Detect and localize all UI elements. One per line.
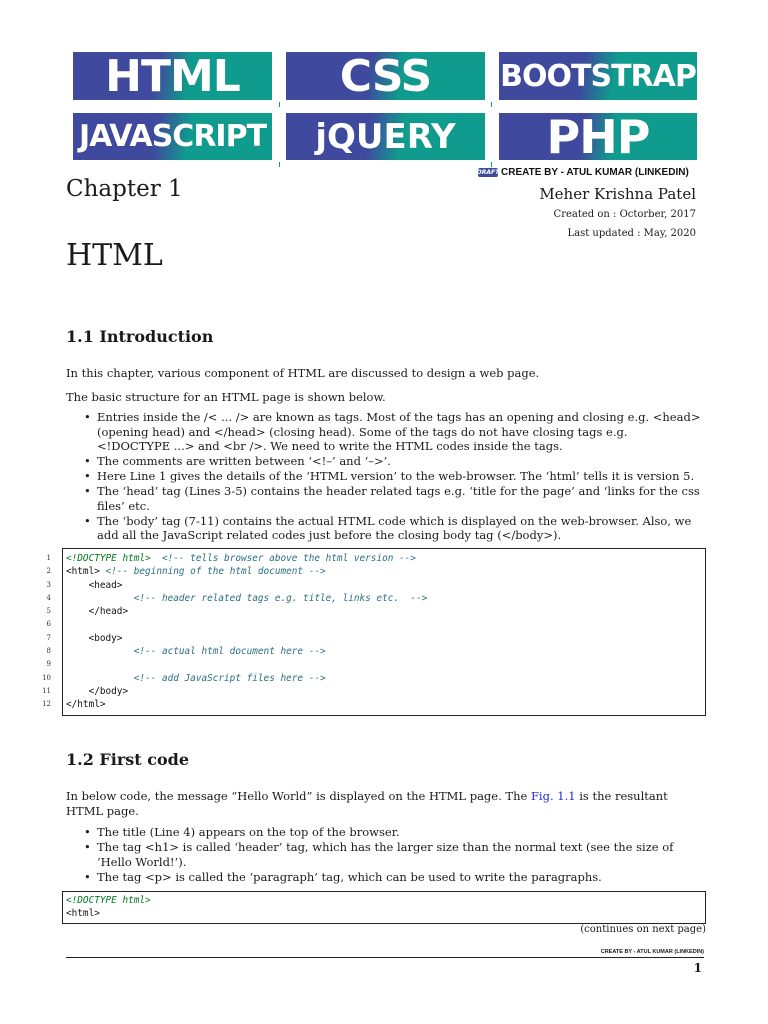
- list-item: • The comments are written between ‘<!–’ and ‘–>’.: [97, 454, 704, 469]
- list-item: • The ‘body’ tag (7-11) contains the actual HTML code which is displayed on the web-browser. Also, we add all the JavaScript related codes just before the closing body tag (</body>).: [97, 514, 704, 543]
- line-number: 3: [46, 580, 51, 589]
- line-number: 2: [46, 567, 51, 576]
- line-number: 1: [46, 554, 51, 562]
- code-line: [63, 907, 705, 920]
- code-indent: [66, 673, 134, 684]
- section-heading-introduction: 1.1 Introduction: [66, 327, 214, 346]
- create-by-credit: CREATE BY - ATUL KUMAR (LINKEDIN): [501, 167, 689, 178]
- code-tag: <html>: [66, 908, 100, 920]
- continues-note: (continues on next page): [580, 924, 706, 935]
- chapter-title: HTML: [66, 238, 163, 273]
- banner-tick: [279, 102, 280, 107]
- figure-link[interactable]: Fig. 1.1: [530, 789, 576, 803]
- footer-create-by: CREATE BY - ATUL KUMAR (LINKEDIN): [600, 949, 704, 955]
- code-line: [46, 605, 705, 618]
- updated-date: Last updated : May, 2020: [567, 228, 696, 239]
- banner-tick: [491, 102, 492, 107]
- line-number: 10: [42, 673, 51, 682]
- banner-tick: [279, 162, 280, 167]
- code-indent: [66, 633, 89, 644]
- paragraph-text: is the resultant HTML page.: [66, 789, 668, 818]
- code-indent: [66, 606, 89, 617]
- code-line: [46, 618, 705, 631]
- list-item: • Here Line 1 gives the details of the ‘HTML version’ to the web-browser. The ‘html’ tells it is version 5.: [97, 469, 704, 484]
- line-number: 5: [46, 607, 51, 616]
- line-number: 11: [42, 686, 51, 695]
- code-comment: <!-- beginning of the html document -->: [99, 566, 326, 578]
- author-name: Meher Krishna Patel: [539, 185, 696, 203]
- chapter-label: Chapter 1: [66, 176, 183, 202]
- banner-tick: [491, 162, 492, 167]
- code-indent: [66, 646, 134, 657]
- code-tag: <html>: [66, 566, 100, 578]
- code-tag: <body>: [88, 632, 123, 644]
- code-comment: <!-- add JavaScript files here -->: [133, 672, 326, 684]
- created-date: Created on : Octorber, 2017: [553, 209, 696, 220]
- code-line: [42, 685, 705, 698]
- line-number: 4: [46, 593, 51, 602]
- intro-paragraph: In this chapter, various component of HTML are discussed to design a web page.: [66, 366, 540, 380]
- code-tag: <head>: [88, 579, 123, 591]
- section-heading-first-code: 1.2 First code: [66, 750, 190, 769]
- banner-jquery: jQUERY: [286, 113, 485, 160]
- line-number: 7: [46, 633, 51, 642]
- code-line: [46, 645, 705, 658]
- code-indent: [66, 593, 134, 604]
- banner-html: HTML: [73, 52, 272, 100]
- code-listing-first-code: [62, 891, 706, 924]
- footer-rule: [66, 957, 704, 958]
- list-item: • The tag <p> is called the ‘paragraph’ tag, which can be used to write the paragraphs.: [97, 870, 704, 885]
- code-comment: <!-- actual html document here -->: [133, 646, 326, 658]
- code-listing-structure: [42, 548, 706, 716]
- code-line: [42, 698, 705, 711]
- intro-bullet-list: [66, 410, 704, 543]
- line-number: 9: [46, 660, 51, 669]
- paragraph-text: In below code, the message “Hello World” is displayed on the HTML page. The: [66, 789, 531, 803]
- code-line: [46, 632, 705, 645]
- first-code-bullet-list: [66, 825, 704, 885]
- line-number: 12: [42, 700, 51, 709]
- line-number: 8: [46, 647, 51, 656]
- code-line: [46, 579, 705, 592]
- code-comment: <!-- tells browser above the html version -->: [150, 553, 416, 564]
- list-item: • The title (Line 4) appears on the top of the browser.: [97, 825, 704, 840]
- code-line: [46, 592, 705, 605]
- code-line: [46, 658, 705, 671]
- code-tag: </head>: [88, 606, 129, 618]
- list-item: • The ‘head’ tag (Lines 3-5) contains the header related tags e.g. ‘title for the page’ and ‘links for the css files’ etc.: [97, 484, 704, 513]
- code-line: [42, 672, 705, 685]
- code-doctype: <!DOCTYPE html>: [66, 553, 151, 564]
- first-code-paragraph: [66, 789, 704, 819]
- code-line: [63, 894, 705, 907]
- list-item: • The tag <h1> is called ‘header’ tag, which has the larger size than the normal text (see the size of ‘Hello World!’).: [97, 840, 704, 869]
- banner-php: PHP: [499, 113, 697, 160]
- code-doctype: <!DOCTYPE html>: [66, 895, 151, 906]
- code-line: [46, 565, 705, 578]
- code-comment: <!-- header related tags e.g. title, links etc. -->: [133, 592, 428, 604]
- code-indent: [66, 686, 89, 697]
- structure-paragraph: The basic structure for an HTML page is shown below.: [66, 390, 386, 404]
- code-tag: </html>: [66, 699, 106, 711]
- code-tag: </body>: [88, 685, 129, 697]
- banner-css: CSS: [286, 52, 485, 100]
- line-number: 6: [46, 620, 51, 629]
- banner-bootstrap: BOOTSTRAP: [499, 52, 697, 100]
- code-line: [46, 552, 705, 565]
- banner-javascript: JAVASCRIPT: [73, 113, 272, 160]
- page-number: 1: [693, 961, 702, 975]
- list-item: • Entries inside the /< ... /> are known as tags. Most of the tags has an opening and closing e.g. <head> (opening head) and </head> (closing head). Some of the tags do not have closing tags e.g. <!DOCTYPE ...> and <br />. We need to write the HTML codes inside the tags.: [97, 410, 704, 454]
- draft-badge: DRAFT: [476, 169, 500, 176]
- code-indent: [66, 580, 89, 591]
